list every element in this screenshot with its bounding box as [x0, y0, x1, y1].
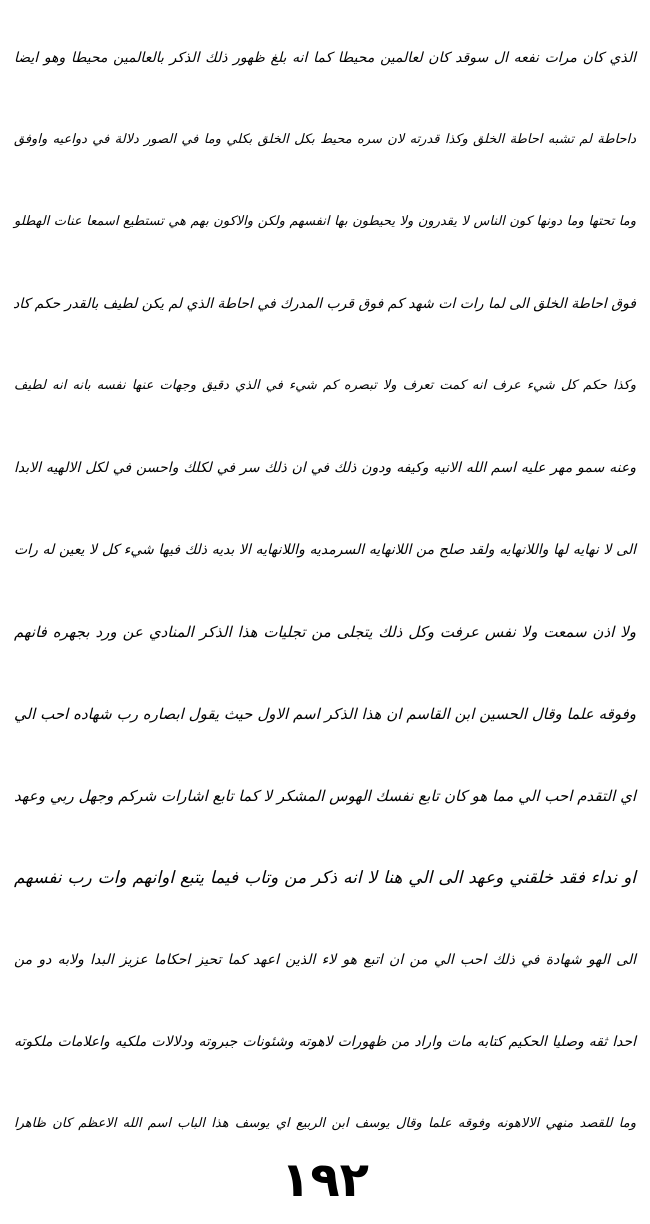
manuscript-line: الى لا نهايه لها واللانهايه ولقد صلح من اللانهايه السرمديه واللانهايه الا بديه ذلك فيها شيء كل لا يعين له رات: [14, 542, 637, 558]
manuscript-line: الى الهو شهادة في ذلك احب الي من ان اتبع هو لاء الذين اعهد كما تحيز احكاما عزيز البدا ولابه دو من: [14, 952, 636, 968]
manuscript-line: احدا ثقه وصليا الحكيم كتابه مات واراد من ظهورات لاهوته وشئونات جبروته ودلالات ملكيه واعلامات ملكوته: [14, 1034, 636, 1050]
manuscript-line: ولا اذن سمعت ولا نفس عرفت وكل ذلك يتجلى من تجليات هذا الذكر المنادي عن ورد بجهره فانهم: [14, 623, 636, 641]
manuscript-line: وعنه سمو مهر عليه اسم الله الانيه وكيفه ودون ذلك في ان ذلك سر في لكلك واحسن في لكل الالهيه الابدا: [14, 460, 636, 476]
manuscript-line: وكذا حكم كل شيء عرف انه كمت تعرف ولا تبصره كم شيء في الذي دقيق وجهات عنها نفسه بانه انه لطيف: [14, 378, 636, 393]
manuscript-line: وما للقصد منهي الالاهونه وفوقه علما وقال يوسف ابن الربيع اي يوسف هذا الباب اسم الله الاعظم كان ظاهرا: [14, 1116, 636, 1131]
manuscript-line: الذي كان مرات نفعه ال سوقد كان لعالمين محيطا كما انه بلغ ظهور ذلك الذكر بالعالمين محيطا وهو ايضا: [14, 50, 636, 66]
manuscript-line: او نداء فقد خلقني وعهد الى الي هنا لا انه ذكر من وتاب فيما يتبع اوانهم وات رب نفسهم: [14, 868, 636, 888]
manuscript-line: داحاطة لم تشبه احاطة الخلق وكذا قدرته لان سره محيط بكل الخلق بكلي وما في الصور دلالة في دواعيه واوفق: [14, 132, 636, 147]
manuscript-text-block: [14, 16, 636, 1146]
manuscript-line: فوق احاطة الخلق الى لما رات ات شهد كم فوق قرب المدرك في احاطة الذي لم يكن لطيف بالقدر حكم كاد: [13, 296, 636, 312]
page-number: ١٩٢: [281, 1152, 369, 1208]
manuscript-line: اي التقدم احب الي مما هو كان تابع نفسك الهوس المشكر لا كما تابع اشارات شركم وجهل ربي وعهد: [14, 787, 636, 805]
manuscript-line: وفوقه علما وقال الحسين ابن القاسم ان هذا الذكر اسم الاول حيث يقول ابصاره رب شهاده احب الي: [14, 705, 636, 723]
manuscript-line: وما تحتها وما دونها كون الناس لا يقدرون ولا يحيطون بها انفسهم ولكن والاكون بهم هي تستطيع اسمعا عنات الهطلو: [14, 214, 636, 229]
